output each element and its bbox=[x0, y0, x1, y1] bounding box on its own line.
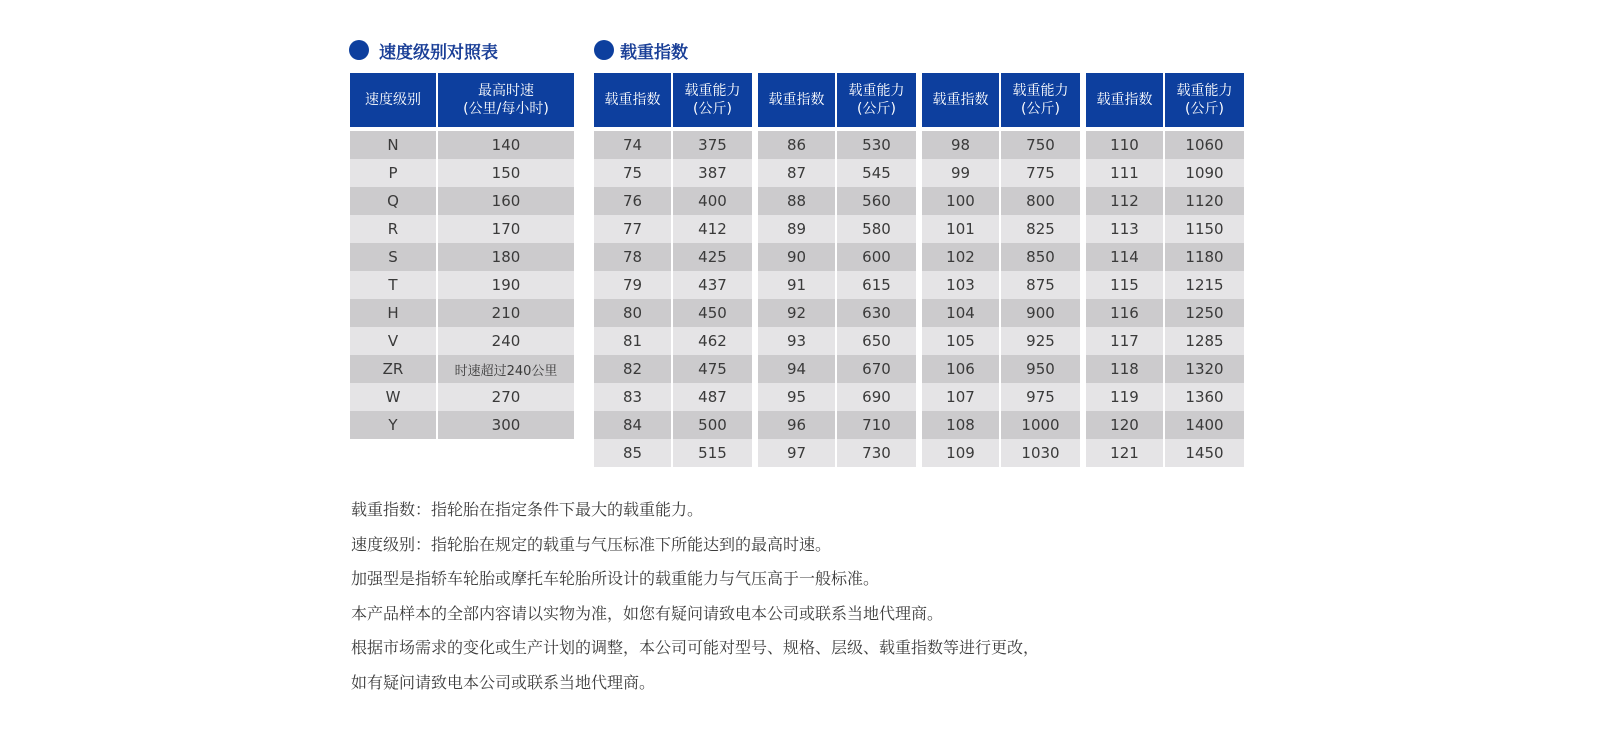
column-group-gap bbox=[1082, 383, 1084, 411]
load-capacity-cell: 1320 bbox=[1165, 355, 1244, 383]
column-group-gap bbox=[918, 187, 920, 215]
load-index-cell: 90 bbox=[758, 243, 835, 271]
table-row bbox=[594, 131, 1244, 159]
column-group-gap bbox=[754, 411, 756, 439]
column-group-gap bbox=[918, 411, 920, 439]
table-row bbox=[594, 299, 1244, 327]
load-capacity-cell: 600 bbox=[837, 243, 916, 271]
load-capacity-cell: 650 bbox=[837, 327, 916, 355]
table-row bbox=[594, 271, 1244, 299]
load-index-column-header: 载重指数 bbox=[758, 73, 835, 131]
speed-symbol-cell: T bbox=[350, 271, 436, 299]
note-line: 本产品样本的全部内容请以实物为准，如您有疑问请致电本公司或联系当地代理商。 bbox=[351, 603, 944, 623]
load-index-cell: 81 bbox=[594, 327, 671, 355]
load-capacity-cell: 487 bbox=[673, 383, 752, 411]
column-group-gap bbox=[754, 439, 756, 467]
load-index-cell: 84 bbox=[594, 411, 671, 439]
load-capacity-cell: 975 bbox=[1001, 383, 1080, 411]
table-row bbox=[594, 159, 1244, 187]
load-index-column-header: 载重指数 bbox=[1086, 73, 1163, 131]
speed-rating-title bbox=[349, 38, 498, 62]
table-row bbox=[594, 327, 1244, 355]
load-capacity-cell: 1250 bbox=[1165, 299, 1244, 327]
table-row bbox=[350, 159, 574, 187]
load-index-cell: 98 bbox=[922, 131, 999, 159]
load-index-cell: 118 bbox=[1086, 355, 1163, 383]
max-speed-header-line1: 最高时速 bbox=[478, 83, 534, 99]
note-line: 速度级别：指轮胎在规定的载重与气压标准下所能达到的最高时速。 bbox=[351, 534, 832, 554]
column-group-gap bbox=[918, 439, 920, 467]
load-table-body bbox=[594, 131, 1244, 467]
load-index-column-header: 载重指数 bbox=[594, 73, 671, 131]
load-index-cell: 114 bbox=[1086, 243, 1163, 271]
load-index-column-header: 载重指数 bbox=[922, 73, 999, 131]
load-index-cell: 78 bbox=[594, 243, 671, 271]
load-index-title-text: 载重指数 bbox=[620, 42, 688, 63]
table-row bbox=[594, 439, 1244, 467]
load-capacity-cell: 387 bbox=[673, 159, 752, 187]
load-index-table bbox=[592, 73, 1246, 467]
column-group-gap bbox=[1082, 327, 1084, 355]
load-index-cell: 111 bbox=[1086, 159, 1163, 187]
load-capacity-cell: 825 bbox=[1001, 215, 1080, 243]
column-group-gap bbox=[918, 131, 920, 159]
load-index-cell: 80 bbox=[594, 299, 671, 327]
load-index-cell: 82 bbox=[594, 355, 671, 383]
load-capacity-cell: 1150 bbox=[1165, 215, 1244, 243]
load-table-header-row bbox=[594, 73, 1244, 131]
load-capacity-cell: 1180 bbox=[1165, 243, 1244, 271]
max-speed-cell: 270 bbox=[438, 383, 574, 411]
load-index-cell: 101 bbox=[922, 215, 999, 243]
load-index-cell: 92 bbox=[758, 299, 835, 327]
table-row bbox=[594, 355, 1244, 383]
load-index-cell: 83 bbox=[594, 383, 671, 411]
column-group-gap bbox=[1082, 271, 1084, 299]
column-group-gap bbox=[918, 383, 920, 411]
column-group-gap bbox=[1082, 131, 1084, 159]
column-group-gap bbox=[754, 271, 756, 299]
load-index-cell: 86 bbox=[758, 131, 835, 159]
load-index-cell: 79 bbox=[594, 271, 671, 299]
max-speed-cell: 时速超过240公里 bbox=[438, 355, 574, 383]
speed-symbol-cell: Y bbox=[350, 411, 436, 439]
column-group-gap bbox=[918, 299, 920, 327]
column-group-gap bbox=[754, 327, 756, 355]
note-line: 根据市场需求的变化或生产计划的调整，本公司可能对型号、规格、层级、载重指数等进行更改， bbox=[351, 638, 1040, 657]
load-capacity-cell: 450 bbox=[673, 299, 752, 327]
bullet-dot-icon bbox=[594, 40, 614, 60]
load-capacity-cell: 425 bbox=[673, 243, 752, 271]
load-capacity-header-line1: 载重能力 bbox=[848, 83, 905, 99]
max-speed-cell: 180 bbox=[438, 243, 574, 271]
load-index-cell: 115 bbox=[1086, 271, 1163, 299]
load-index-cell: 93 bbox=[758, 327, 835, 355]
load-capacity-cell: 375 bbox=[673, 131, 752, 159]
load-index-cell: 100 bbox=[922, 187, 999, 215]
column-group-gap bbox=[754, 187, 756, 215]
column-group-gap bbox=[918, 73, 920, 131]
table-row bbox=[350, 383, 574, 411]
speed-rating-title-text: 速度级别对照表 bbox=[379, 42, 498, 63]
load-index-cell: 88 bbox=[758, 187, 835, 215]
load-index-cell: 104 bbox=[922, 299, 999, 327]
load-index-cell: 99 bbox=[922, 159, 999, 187]
load-capacity-cell: 750 bbox=[1001, 131, 1080, 159]
max-speed-cell: 190 bbox=[438, 271, 574, 299]
column-group-gap bbox=[1082, 187, 1084, 215]
notes-block bbox=[351, 493, 1039, 700]
column-group-gap bbox=[1082, 299, 1084, 327]
load-capacity-cell: 730 bbox=[837, 439, 916, 467]
load-index-cell: 96 bbox=[758, 411, 835, 439]
load-index-title bbox=[594, 38, 688, 62]
speed-symbol-cell: P bbox=[350, 159, 436, 187]
load-index-cell: 76 bbox=[594, 187, 671, 215]
column-group-gap bbox=[754, 299, 756, 327]
load-index-cell: 117 bbox=[1086, 327, 1163, 355]
load-index-cell: 87 bbox=[758, 159, 835, 187]
load-capacity-column-header bbox=[837, 73, 916, 131]
table-row bbox=[350, 411, 574, 439]
load-capacity-cell: 800 bbox=[1001, 187, 1080, 215]
speed-symbol-cell: ZR bbox=[350, 355, 436, 383]
column-group-gap bbox=[918, 243, 920, 271]
load-capacity-cell: 630 bbox=[837, 299, 916, 327]
load-capacity-header-line2: (公斤) bbox=[1185, 101, 1224, 117]
table-row bbox=[594, 187, 1244, 215]
column-group-gap bbox=[918, 355, 920, 383]
column-group-gap bbox=[754, 383, 756, 411]
load-capacity-cell: 560 bbox=[837, 187, 916, 215]
load-index-cell: 120 bbox=[1086, 411, 1163, 439]
load-capacity-header-line2: (公斤) bbox=[1021, 101, 1060, 117]
column-group-gap bbox=[1082, 243, 1084, 271]
load-index-cell: 102 bbox=[922, 243, 999, 271]
note-line: 加强型是指轿车轮胎或摩托车轮胎所设计的载重能力与气压高于一般标准。 bbox=[351, 569, 880, 588]
max-speed-cell: 240 bbox=[438, 327, 574, 355]
column-group-gap bbox=[918, 327, 920, 355]
speed-table-body bbox=[350, 131, 574, 439]
column-group-gap bbox=[1082, 411, 1084, 439]
load-index-cell: 97 bbox=[758, 439, 835, 467]
column-group-gap bbox=[1082, 215, 1084, 243]
speed-symbol-cell: N bbox=[350, 131, 436, 159]
load-capacity-cell: 400 bbox=[673, 187, 752, 215]
load-capacity-cell: 1450 bbox=[1165, 439, 1244, 467]
column-group-gap bbox=[754, 159, 756, 187]
speed-symbol-cell: V bbox=[350, 327, 436, 355]
table-row bbox=[594, 215, 1244, 243]
load-index-cell: 106 bbox=[922, 355, 999, 383]
load-index-cell: 77 bbox=[594, 215, 671, 243]
load-index-cell: 85 bbox=[594, 439, 671, 467]
load-capacity-cell: 1285 bbox=[1165, 327, 1244, 355]
load-capacity-cell: 690 bbox=[837, 383, 916, 411]
load-capacity-header-line2: (公斤) bbox=[857, 101, 896, 117]
table-row bbox=[350, 355, 574, 383]
table-row bbox=[350, 299, 574, 327]
max-speed-cell: 210 bbox=[438, 299, 574, 327]
speed-rating-table bbox=[348, 73, 576, 439]
load-index-cell: 107 bbox=[922, 383, 999, 411]
max-speed-cell: 170 bbox=[438, 215, 574, 243]
load-capacity-cell: 1060 bbox=[1165, 131, 1244, 159]
column-group-gap bbox=[754, 215, 756, 243]
speed-symbol-cell: H bbox=[350, 299, 436, 327]
load-index-cell: 121 bbox=[1086, 439, 1163, 467]
table-row bbox=[594, 383, 1244, 411]
max-speed-cell: 300 bbox=[438, 411, 574, 439]
load-capacity-column-header bbox=[1001, 73, 1080, 131]
load-capacity-cell: 615 bbox=[837, 271, 916, 299]
column-group-gap bbox=[754, 355, 756, 383]
load-capacity-cell: 1030 bbox=[1001, 439, 1080, 467]
load-capacity-header-line1: 载重能力 bbox=[1012, 83, 1069, 99]
table-row bbox=[350, 327, 574, 355]
speed-symbol-cell: R bbox=[350, 215, 436, 243]
load-capacity-header-line1: 载重能力 bbox=[1176, 83, 1233, 99]
load-capacity-header-line1: 载重能力 bbox=[684, 83, 741, 99]
speed-symbol-cell: Q bbox=[350, 187, 436, 215]
load-capacity-cell: 1090 bbox=[1165, 159, 1244, 187]
speed-table-header-row bbox=[350, 73, 574, 131]
load-index-cell: 109 bbox=[922, 439, 999, 467]
load-capacity-cell: 530 bbox=[837, 131, 916, 159]
table-row bbox=[350, 215, 574, 243]
load-capacity-cell: 900 bbox=[1001, 299, 1080, 327]
load-index-cell: 94 bbox=[758, 355, 835, 383]
load-index-cell: 116 bbox=[1086, 299, 1163, 327]
load-capacity-cell: 1400 bbox=[1165, 411, 1244, 439]
load-capacity-cell: 412 bbox=[673, 215, 752, 243]
column-group-gap bbox=[754, 243, 756, 271]
load-capacity-header-line2: (公斤) bbox=[693, 101, 732, 117]
table-row bbox=[350, 243, 574, 271]
load-capacity-cell: 500 bbox=[673, 411, 752, 439]
load-capacity-cell: 475 bbox=[673, 355, 752, 383]
load-capacity-cell: 950 bbox=[1001, 355, 1080, 383]
load-index-cell: 103 bbox=[922, 271, 999, 299]
load-capacity-column-header bbox=[1165, 73, 1244, 131]
load-index-cell: 95 bbox=[758, 383, 835, 411]
max-speed-header-line2: (公里/每小时) bbox=[463, 101, 549, 117]
load-capacity-cell: 1215 bbox=[1165, 271, 1244, 299]
load-index-cell: 89 bbox=[758, 215, 835, 243]
load-capacity-cell: 545 bbox=[837, 159, 916, 187]
speed-column-header: 速度级别 bbox=[350, 73, 436, 131]
load-index-cell: 119 bbox=[1086, 383, 1163, 411]
column-group-gap bbox=[1082, 355, 1084, 383]
column-group-gap bbox=[918, 271, 920, 299]
max-speed-column-header bbox=[438, 73, 574, 131]
load-index-cell: 108 bbox=[922, 411, 999, 439]
table-row bbox=[594, 243, 1244, 271]
speed-symbol-cell: S bbox=[350, 243, 436, 271]
column-group-gap bbox=[918, 159, 920, 187]
max-speed-cell: 140 bbox=[438, 131, 574, 159]
column-group-gap bbox=[918, 215, 920, 243]
speed-symbol-cell: W bbox=[350, 383, 436, 411]
load-capacity-cell: 580 bbox=[837, 215, 916, 243]
load-capacity-cell: 775 bbox=[1001, 159, 1080, 187]
table-row bbox=[350, 187, 574, 215]
column-group-gap bbox=[754, 131, 756, 159]
table-row bbox=[350, 271, 574, 299]
load-index-cell: 74 bbox=[594, 131, 671, 159]
max-speed-cell: 150 bbox=[438, 159, 574, 187]
note-line: 如有疑问请致电本公司或联系当地代理商。 bbox=[351, 672, 656, 692]
load-capacity-cell: 875 bbox=[1001, 271, 1080, 299]
load-index-cell: 113 bbox=[1086, 215, 1163, 243]
table-row bbox=[350, 131, 574, 159]
column-group-gap bbox=[1082, 73, 1084, 131]
load-capacity-cell: 515 bbox=[673, 439, 752, 467]
column-group-gap bbox=[1082, 159, 1084, 187]
load-capacity-cell: 1120 bbox=[1165, 187, 1244, 215]
load-capacity-cell: 1000 bbox=[1001, 411, 1080, 439]
table-row bbox=[594, 411, 1244, 439]
load-index-cell: 110 bbox=[1086, 131, 1163, 159]
note-line: 载重指数：指轮胎在指定条件下最大的载重能力。 bbox=[351, 500, 704, 519]
load-capacity-column-header bbox=[673, 73, 752, 131]
load-index-cell: 75 bbox=[594, 159, 671, 187]
load-index-cell: 91 bbox=[758, 271, 835, 299]
bullet-dot-icon bbox=[349, 40, 369, 60]
column-group-gap bbox=[754, 73, 756, 131]
load-capacity-cell: 710 bbox=[837, 411, 916, 439]
load-capacity-cell: 925 bbox=[1001, 327, 1080, 355]
load-index-cell: 105 bbox=[922, 327, 999, 355]
load-capacity-cell: 850 bbox=[1001, 243, 1080, 271]
column-group-gap bbox=[1082, 439, 1084, 467]
max-speed-cell: 160 bbox=[438, 187, 574, 215]
load-capacity-cell: 437 bbox=[673, 271, 752, 299]
load-capacity-cell: 670 bbox=[837, 355, 916, 383]
load-capacity-cell: 1360 bbox=[1165, 383, 1244, 411]
load-capacity-cell: 462 bbox=[673, 327, 752, 355]
load-index-cell: 112 bbox=[1086, 187, 1163, 215]
